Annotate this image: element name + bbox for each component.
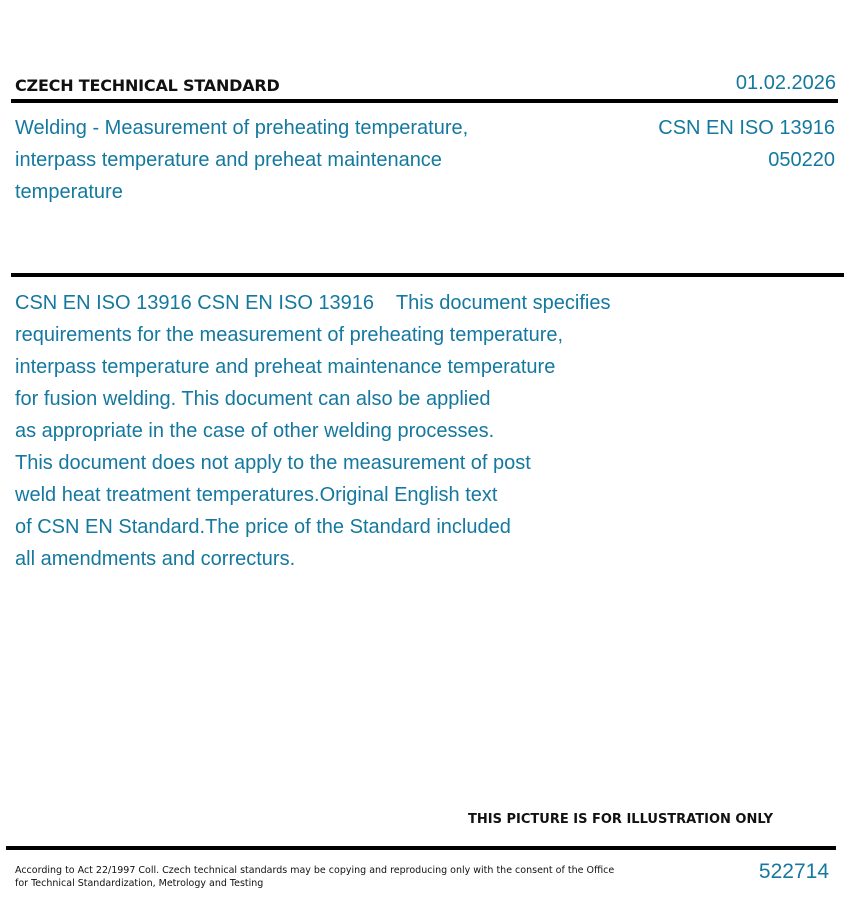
- document-header-label: CZECH TECHNICAL STANDARD: [15, 76, 280, 95]
- title-line: temperature: [15, 181, 123, 203]
- description-line: all amendments and correcturs.: [15, 548, 296, 570]
- middle-divider: [11, 273, 844, 277]
- description-line: weld heat treatment temperatures.Original English text: [15, 484, 498, 506]
- document-number: 522714: [758, 860, 829, 883]
- title-line: Welding - Measurement of preheating temperature,: [15, 117, 469, 139]
- bottom-divider: [6, 846, 836, 850]
- classification-code: 050220: [768, 149, 835, 171]
- standard-code: CSN EN ISO 13916: [658, 117, 835, 139]
- legal-line: for Technical Standardization, Metrology and Testing: [15, 878, 264, 889]
- description-line: as appropriate in the case of other welding processes.: [15, 420, 495, 442]
- legal-notice: [15, 864, 614, 890]
- description-line: for fusion welding. This document can also be applied: [15, 388, 491, 410]
- description-line: This document does not apply to the measurement of post: [15, 452, 531, 474]
- document-title: [15, 112, 535, 208]
- description-line: interpass temperature and preheat maintenance temperature: [15, 356, 556, 378]
- standard-codes: [658, 112, 835, 176]
- document-description: [15, 287, 675, 575]
- description-line: of CSN EN Standard.The price of the Standard included: [15, 516, 511, 538]
- illustration-disclaimer: THIS PICTURE IS FOR ILLUSTRATION ONLY: [468, 812, 773, 827]
- title-line: interpass temperature and preheat maintenance: [15, 149, 442, 171]
- legal-line: According to Act 22/1997 Coll. Czech technical standards may be copying and reproducing only with the consent of the Office: [15, 865, 615, 876]
- top-divider: [11, 99, 838, 103]
- document-date: 01.02.2026: [735, 72, 836, 94]
- description-line: requirements for the measurement of preheating temperature,: [15, 324, 564, 346]
- description-line: CSN EN ISO 13916 CSN EN ISO 13916 This document specifies: [15, 292, 611, 314]
